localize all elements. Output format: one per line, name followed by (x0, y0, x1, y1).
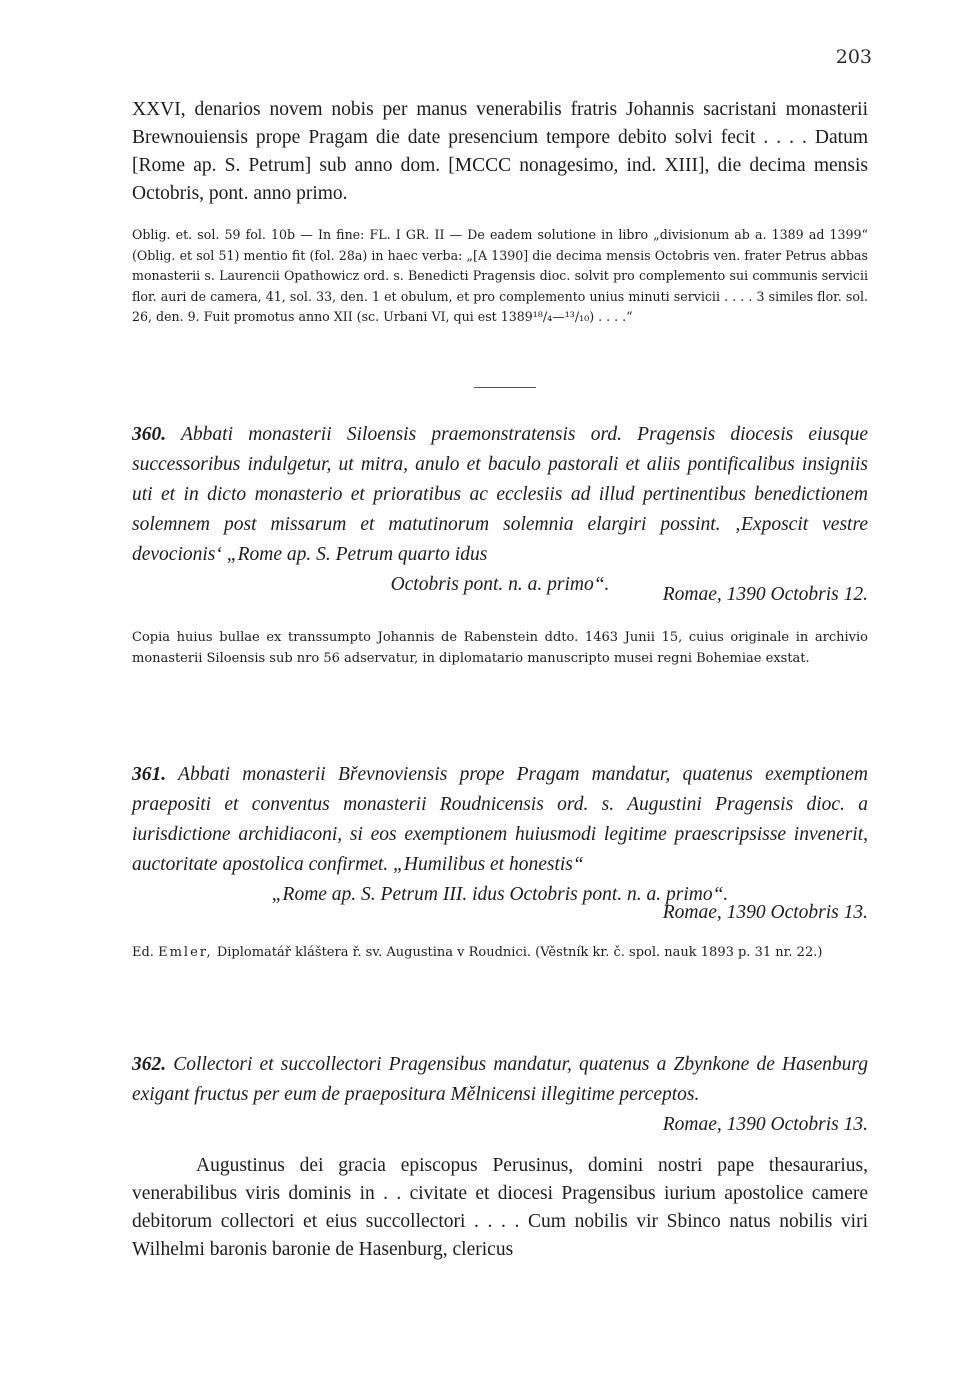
page-number: 203 (835, 46, 872, 68)
entry-360-summary-end: Octobris pont. n. a. primo“. (390, 574, 610, 595)
entry-361-date: Romae, 1390 Octobris 13. (662, 902, 868, 923)
entry-362-number: 362. (132, 1054, 167, 1075)
entry-360-summary-text: Abbati monasterii Siloensis praemonstratensis ord. Pragensis diocesis eiusque successoribus indulgetur, ut mitra, anulo et baculo pastorali et aliis pontificalibus insigniis uti et in dicto monasterio et prioratibus ac ecclesiis ad illud pertinentibus benedictionem solemnem post missarum et matutinorum solemnia elargiri possint. ‚Exposcit vestre devocionis‘ „Rome ap. S. Petrum quarto idus (132, 424, 868, 565)
entry-360-date: Romae, 1390 Octobris 12. (662, 584, 868, 605)
entry-362-summary-text: Collectori et succollectori Pragensibus mandatur, quatenus a Zbynkone de Hasenburg exigant fructus per eum de praepositura Mělnicensi illegitime perceptos. (132, 1054, 868, 1105)
entry-361-note-author: Emler, (158, 945, 213, 960)
separator-line (474, 387, 536, 388)
entry-361-note-text: Diplomatář kláštera ř. sv. Augustina v Roudnici. (Věstník kr. č. spol. nauk 1893 p. 31 nr. 22.) (216, 945, 823, 960)
entry-361-note (132, 942, 868, 964)
entry-360-note: Copia huius bullae ex transsumpto Johannis de Rabenstein ddto. 1463 Junii 15, cuius originale in archivio monasterii Siloensis sub nro 56 adservatur, in diplomatario manuscripto musei regni Bohemiae exstat. (132, 630, 868, 666)
entry-361-summary-text: Abbati monasterii Břevnoviensis prope Pragam mandatur, quatenus exemptionem praepositi et conventus monasterii Roudnicensis ord. s. Augustini Pragensis dioc. a iurisdictione archidiaconi, si eos exemptionem huiusmodi legitime praescripsisse invenerit, auctoritate apostolica confirmet. „Humilibus et honestis“ (132, 764, 869, 875)
entry-361-summary-end: „Rome ap. S. Petrum III. idus Octobris pont. n. a. primo“. (271, 884, 729, 905)
entry-361-summary (132, 760, 868, 910)
entry-361-note-prefix: Ed. (132, 945, 154, 960)
entry-362-date: Romae, 1390 Octobris 13. (662, 1114, 868, 1135)
entry-360-number: 360. (132, 424, 167, 445)
entry-362-text: Augustinus dei gracia episcopus Perusinus, domini nostri pape thesaurarius, venerabilibus viris dominis in . . civitate et diocesi Pragensibus iurium apostolice camere debitorum collectori et eius succollectori . . . . Cum nobilis vir Sbinco natus nobilis viri Wilhelmi baronis baronie de Hasenburg, clericus (132, 1155, 868, 1260)
intro-footnote: Oblig. et. sol. 59 fol. 10b — In fine: FL. I GR. II — De eadem solutione in libro „divisionum ab a. 1389 ad 1399“ (Oblig. et sol 51) mentio fit (fol. 28a) in haec verba: „[A 1390] die decima mensis Octobris ven. frater Petrus abbas monasterii s. Laurencii Opathowicz ord. s. Benedicti Pragensis dioc. solvit pro complemento sui communis servicii flor. auri de camera, 41, sol. 33, den. 1 et obulum, et pro complemento unius minuti servicii . . . . 3 similes flor. sol. 26, den. 9. Fuit promotus anno XII (sc. Urbani VI, qui est 1389¹⁸/₄—¹³/₁₀) . . . .“ (132, 227, 868, 324)
entry-360-summary (132, 420, 868, 600)
entry-362-summary (132, 1050, 868, 1110)
entry-361-number: 361. (132, 764, 167, 785)
intro-text: XXVI, denarios novem nobis per manus venerabilis fratris Johannis sacristani monasterii Brewnouiensis prope Pragam die date presencium tempore debito solvi fecit . . . . Datum [Rome ap. S. Petrum] sub anno dom. [MCCC nonagesimo, ind. XIII], die decima mensis Octobris, pont. anno primo. (132, 99, 868, 204)
